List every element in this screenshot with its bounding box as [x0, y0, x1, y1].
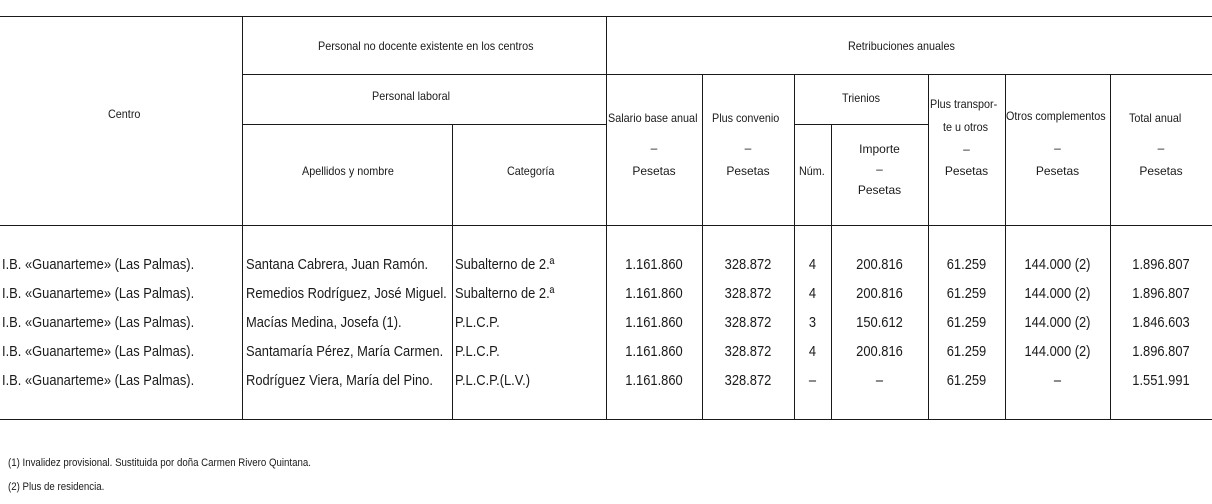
- cell-centro: I.B. «Guanarteme» (Las Palmas).: [2, 372, 195, 389]
- cell-plus-convenio: 328.872: [724, 314, 772, 331]
- header-transporte-dash: –: [963, 142, 970, 156]
- cell-total: 1.896.807: [1132, 343, 1190, 360]
- cell-otros: –: [1053, 372, 1062, 389]
- header-plus-transporte-2: te u otros: [943, 120, 989, 134]
- cell-plus-transporte: 61.259: [946, 343, 987, 360]
- cell-salario: 1.161.860: [625, 372, 683, 389]
- cell-plus-convenio: 328.872: [724, 256, 772, 273]
- cell-salario: 1.161.860: [625, 256, 683, 273]
- header-plus-transporte-1: Plus transpor-: [930, 97, 998, 111]
- header-otros: Otros complementos: [1006, 109, 1106, 123]
- header-convenio-pesetas: Pesetas: [726, 164, 770, 178]
- cell-nombre: Rodríguez Viera, María del Pino.: [246, 372, 433, 389]
- cell-num: 4: [808, 285, 817, 302]
- cell-plus-transporte: 61.259: [946, 285, 987, 302]
- header-centro: Centro: [108, 107, 141, 121]
- col-rule-convenio: [794, 74, 795, 419]
- cell-nombre: Remedios Rodríguez, José Miguel.: [246, 285, 447, 302]
- header-transporte-pesetas: Pesetas: [944, 164, 989, 178]
- header-personal-laboral: Personal laboral: [372, 89, 451, 103]
- cell-total: 1.896.807: [1132, 256, 1190, 273]
- header-salario-dash: –: [650, 141, 658, 155]
- cell-otros: 144.000 (2): [1024, 314, 1091, 331]
- header-categoria: Categoría: [507, 164, 555, 178]
- cell-otros: 144.000 (2): [1024, 256, 1091, 273]
- cell-num: –: [808, 372, 817, 389]
- col-rule-retrib: [606, 16, 607, 419]
- cell-centro: I.B. «Guanarteme» (Las Palmas).: [2, 285, 195, 302]
- cell-num: 3: [808, 314, 817, 331]
- rule-header-2: [242, 124, 606, 125]
- cell-plus-transporte: 61.259: [946, 256, 987, 273]
- header-num: Núm.: [799, 164, 825, 178]
- cell-num: 4: [808, 256, 817, 273]
- cell-total: 1.896.807: [1132, 285, 1190, 302]
- cell-total: 1.551.991: [1132, 372, 1190, 389]
- cell-salario: 1.161.860: [625, 285, 683, 302]
- footnote-2: (2) Plus de residencia.: [8, 481, 105, 493]
- header-apellidos: Apellidos y nombre: [302, 164, 394, 178]
- cell-centro: I.B. «Guanarteme» (Las Palmas).: [2, 314, 195, 331]
- header-total: Total anual: [1129, 111, 1182, 125]
- header-salario: Salario base anual: [608, 111, 698, 125]
- header-otros-pesetas: Pesetas: [1035, 164, 1080, 178]
- cell-plus-convenio: 328.872: [724, 343, 772, 360]
- header-retribuciones: Retribuciones anuales: [848, 39, 955, 53]
- cell-importe: 200.816: [856, 285, 903, 302]
- header-importe-pesetas: Pesetas: [857, 183, 902, 197]
- cell-plus-transporte: 61.259: [946, 314, 987, 331]
- cell-categoria: Subalterno de 2.ª: [455, 285, 555, 302]
- cell-categoria: P.L.C.P.(L.V.): [455, 372, 531, 389]
- header-salario-pesetas: Pesetas: [632, 164, 676, 178]
- cell-categoria: Subalterno de 2.ª: [455, 256, 555, 273]
- cell-plus-transporte: 61.259: [946, 372, 987, 389]
- header-importe: Importe: [859, 142, 900, 156]
- rule-trienios: [794, 124, 928, 125]
- cell-salario: 1.161.860: [625, 343, 683, 360]
- col-rule-centro: [242, 16, 243, 419]
- cell-nombre: Macías Medina, Josefa (1).: [246, 314, 402, 331]
- cell-categoria: P.L.C.P.: [455, 343, 500, 360]
- cell-importe: –: [875, 372, 884, 389]
- header-plus-convenio: Plus convenio: [712, 111, 780, 125]
- cell-plus-convenio: 328.872: [724, 285, 772, 302]
- cell-otros: 144.000 (2): [1024, 343, 1091, 360]
- cell-otros: 144.000 (2): [1024, 285, 1091, 302]
- cell-centro: I.B. «Guanarteme» (Las Palmas).: [2, 256, 195, 273]
- cell-num: 4: [808, 343, 817, 360]
- header-importe-dash: –: [876, 162, 883, 176]
- footnote-1: (1) Invalidez provisional. Sustituida por doña Carmen Rivero Quintana.: [8, 457, 311, 469]
- cell-centro: I.B. «Guanarteme» (Las Palmas).: [2, 343, 195, 360]
- header-otros-dash: –: [1054, 141, 1061, 155]
- cell-importe: 200.816: [856, 256, 903, 273]
- header-trienios: Trienios: [842, 91, 881, 105]
- header-total-dash: –: [1157, 141, 1165, 155]
- header-total-pesetas: Pesetas: [1139, 164, 1183, 178]
- cell-total: 1.846.603: [1132, 314, 1190, 331]
- cell-nombre: Santana Cabrera, Juan Ramón.: [246, 256, 429, 273]
- col-rule-otros: [1110, 74, 1111, 419]
- col-rule-categoria: [452, 124, 453, 419]
- rule-table-bottom: [0, 419, 1212, 420]
- cell-salario: 1.161.860: [625, 314, 683, 331]
- header-personal-group: Personal no docente existente en los centros: [318, 39, 534, 53]
- cell-plus-convenio: 328.872: [724, 372, 772, 389]
- col-rule-transporte: [1005, 74, 1006, 419]
- cell-importe: 200.816: [856, 343, 903, 360]
- col-rule-trienios: [928, 74, 929, 419]
- cell-importe: 150.612: [856, 314, 903, 331]
- cell-nombre: Santamaría Pérez, María Carmen.: [246, 343, 444, 360]
- col-rule-salario: [702, 74, 703, 419]
- header-convenio-dash: –: [744, 141, 752, 155]
- cell-categoria: P.L.C.P.: [455, 314, 500, 331]
- rule-header-1: [242, 74, 1212, 75]
